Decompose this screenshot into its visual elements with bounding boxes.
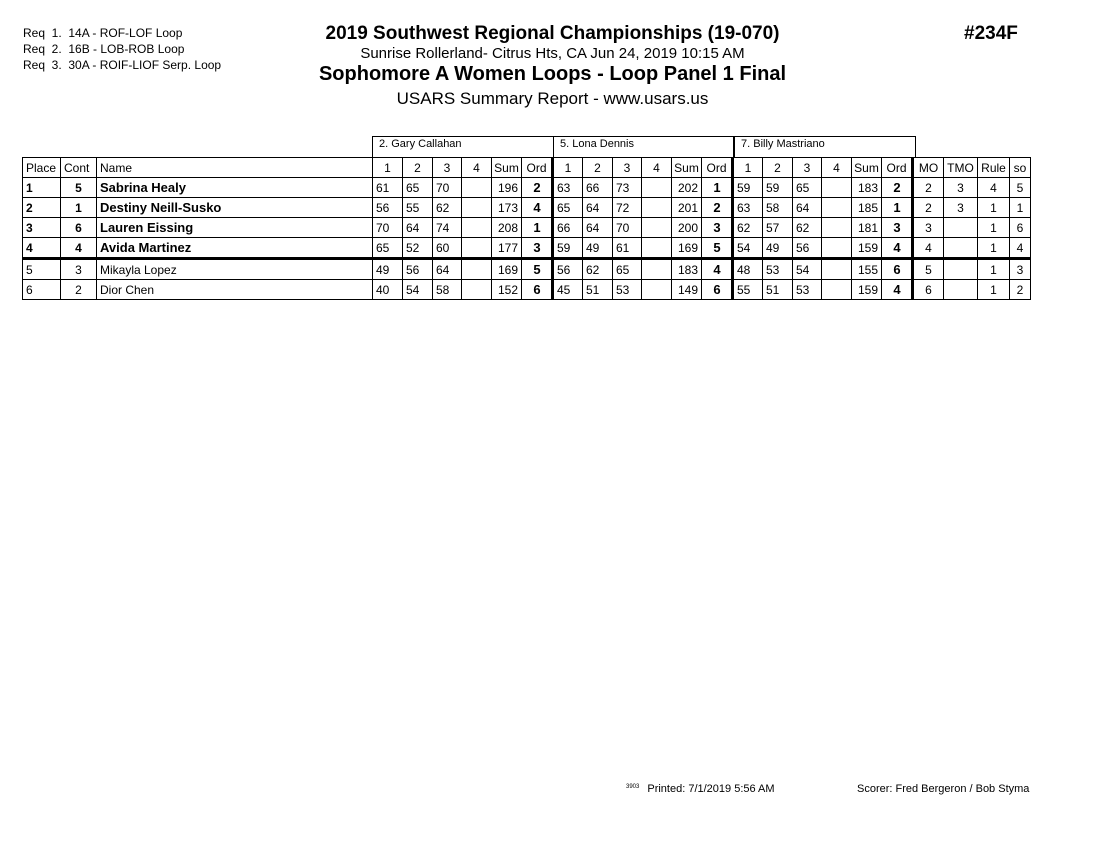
col-j3-score2: 2: [763, 158, 793, 178]
score-cell: 54: [733, 238, 763, 259]
score-cell: 64: [583, 198, 613, 218]
score-cell: 65: [793, 178, 822, 198]
sum-cell: 200: [672, 218, 702, 238]
ord-cell: 6: [702, 280, 733, 300]
mo-cell: 2: [913, 198, 944, 218]
score-cell: 54: [793, 259, 822, 280]
score-cell: 49: [763, 238, 793, 259]
score-cell: 60: [433, 238, 462, 259]
event-location: Sunrise Rollerland- Citrus Hts, CA Jun 24, 2019 10:15 AM: [360, 45, 745, 62]
score-cell: 70: [373, 218, 403, 238]
report-title: USARS Summary Report - www.usars.us: [396, 89, 709, 108]
so-cell: 3: [1010, 259, 1031, 280]
panel-title: Sophomore A Women Loops - Loop Panel 1 Final: [318, 63, 787, 85]
tmo-cell: [944, 218, 978, 238]
place-cell: 3: [23, 218, 61, 238]
cont-cell: 6: [61, 218, 97, 238]
score-cell: 62: [583, 259, 613, 280]
score-cell: [462, 178, 492, 198]
ord-cell: 6: [882, 259, 913, 280]
score-cell: 73: [613, 178, 642, 198]
score-cell: 62: [433, 198, 462, 218]
tmo-cell: [944, 280, 978, 300]
so-cell: 4: [1010, 238, 1031, 259]
score-cell: 66: [553, 218, 583, 238]
score-cell: [822, 218, 852, 238]
so-cell: 2: [1010, 280, 1031, 300]
col-j1-ord: Ord: [522, 158, 553, 178]
col-j2-score1: 1: [553, 158, 583, 178]
col-j3-sum: Sum: [852, 158, 882, 178]
score-cell: [642, 259, 672, 280]
score-cell: 45: [553, 280, 583, 300]
score-cell: 53: [763, 259, 793, 280]
col-j2-ord: Ord: [702, 158, 733, 178]
cont-cell: 4: [61, 238, 97, 259]
score-cell: 62: [733, 218, 763, 238]
cont-cell: 3: [61, 259, 97, 280]
footer-printed: [626, 783, 775, 795]
table-row: [23, 238, 1031, 259]
score-cell: 74: [433, 218, 462, 238]
sum-cell: 169: [672, 238, 702, 259]
sum-cell: 208: [492, 218, 522, 238]
ord-cell: 6: [522, 280, 553, 300]
score-cell: 65: [403, 178, 433, 198]
ord-cell: 5: [702, 238, 733, 259]
score-cell: 72: [613, 198, 642, 218]
col-j3-ord: Ord: [882, 158, 913, 178]
score-cell: 64: [583, 218, 613, 238]
tmo-cell: 3: [944, 178, 978, 198]
score-cell: 58: [433, 280, 462, 300]
mo-cell: 4: [913, 238, 944, 259]
rule-cell: 1: [978, 259, 1010, 280]
score-cell: 51: [763, 280, 793, 300]
sum-cell: 169: [492, 259, 522, 280]
place-cell: 6: [23, 280, 61, 300]
judge-header-1: 2. Gary Callahan: [372, 136, 554, 158]
requirement-3: Req 3. 30A - ROIF-LIOF Serp. Loop: [23, 58, 222, 72]
col-j1-score3: 3: [433, 158, 462, 178]
ord-cell: 2: [702, 198, 733, 218]
name-cell: Dior Chen: [97, 280, 373, 300]
col-mo: MO: [913, 158, 944, 178]
header-row: [23, 158, 1031, 178]
score-cell: [642, 280, 672, 300]
event-title: 2019 Southwest Regional Championships (19-070): [325, 23, 780, 44]
score-cell: 70: [613, 218, 642, 238]
name-cell: Lauren Eissing: [97, 218, 373, 238]
score-cell: 70: [433, 178, 462, 198]
col-name: Name: [97, 158, 373, 178]
score-cell: 56: [403, 259, 433, 280]
score-cell: [822, 198, 852, 218]
score-cell: 40: [373, 280, 403, 300]
name-cell: Sabrina Healy: [97, 178, 373, 198]
col-tmo: TMO: [944, 158, 978, 178]
judge-header-3: 7. Billy Mastriano: [734, 136, 916, 158]
table-row: [23, 218, 1031, 238]
so-cell: 1: [1010, 198, 1031, 218]
sum-cell: 196: [492, 178, 522, 198]
requirement-2: Req 2. 16B - LOB-ROB Loop: [23, 42, 185, 56]
col-rule: Rule: [978, 158, 1010, 178]
score-cell: 58: [763, 198, 793, 218]
score-cell: 59: [553, 238, 583, 259]
sum-cell: 149: [672, 280, 702, 300]
tmo-cell: 3: [944, 198, 978, 218]
cont-cell: 5: [61, 178, 97, 198]
score-cell: [462, 259, 492, 280]
score-cell: 59: [763, 178, 793, 198]
col-j1-score2: 2: [403, 158, 433, 178]
tmo-cell: [944, 259, 978, 280]
mo-cell: 3: [913, 218, 944, 238]
score-cell: 49: [373, 259, 403, 280]
ord-cell: 4: [522, 198, 553, 218]
score-cell: 55: [403, 198, 433, 218]
score-cell: 61: [613, 238, 642, 259]
score-cell: 61: [373, 178, 403, 198]
score-cell: 49: [583, 238, 613, 259]
ord-cell: 4: [882, 238, 913, 259]
score-cell: 64: [793, 198, 822, 218]
requirement-1: Req 1. 14A - ROF-LOF Loop: [23, 26, 183, 40]
sum-cell: 185: [852, 198, 882, 218]
col-j1-sum: Sum: [492, 158, 522, 178]
score-cell: [822, 259, 852, 280]
cont-cell: 2: [61, 280, 97, 300]
tmo-cell: [944, 238, 978, 259]
table-row: [23, 178, 1031, 198]
sum-cell: 159: [852, 238, 882, 259]
score-cell: [822, 178, 852, 198]
table-row: [23, 198, 1031, 218]
sum-cell: 177: [492, 238, 522, 259]
rule-cell: 1: [978, 218, 1010, 238]
score-cell: 56: [553, 259, 583, 280]
col-j2-score3: 3: [613, 158, 642, 178]
sum-cell: 183: [852, 178, 882, 198]
sum-cell: 183: [672, 259, 702, 280]
col-j3-score4: 4: [822, 158, 852, 178]
score-cell: [822, 238, 852, 259]
ord-cell: 1: [702, 178, 733, 198]
score-cell: 56: [793, 238, 822, 259]
score-cell: 65: [553, 198, 583, 218]
score-cell: 53: [793, 280, 822, 300]
place-cell: 4: [23, 238, 61, 259]
col-j3-score3: 3: [793, 158, 822, 178]
name-cell: Avida Martinez: [97, 238, 373, 259]
ord-cell: 5: [522, 259, 553, 280]
requirements-list: [23, 25, 221, 73]
score-cell: 63: [733, 198, 763, 218]
sum-cell: 152: [492, 280, 522, 300]
place-cell: 1: [23, 178, 61, 198]
sum-cell: 173: [492, 198, 522, 218]
col-so: so: [1010, 158, 1031, 178]
ord-cell: 4: [882, 280, 913, 300]
score-cell: 65: [613, 259, 642, 280]
sum-cell: 202: [672, 178, 702, 198]
mo-cell: 5: [913, 259, 944, 280]
score-cell: [642, 238, 672, 259]
score-cell: [462, 238, 492, 259]
cont-cell: 1: [61, 198, 97, 218]
score-cell: 64: [403, 218, 433, 238]
event-id: #234F: [964, 23, 1018, 44]
table-row: [23, 280, 1031, 300]
results-body: [23, 178, 1031, 300]
mo-cell: 2: [913, 178, 944, 198]
so-cell: 5: [1010, 178, 1031, 198]
printed-date: Printed: 7/1/2019 5:56 AM: [647, 783, 775, 795]
score-cell: [462, 280, 492, 300]
col-place: Place: [23, 158, 61, 178]
mo-cell: 6: [913, 280, 944, 300]
score-cell: [822, 280, 852, 300]
score-cell: 59: [733, 178, 763, 198]
score-cell: 66: [583, 178, 613, 198]
score-cell: 64: [433, 259, 462, 280]
score-cell: 48: [733, 259, 763, 280]
rule-cell: 4: [978, 178, 1010, 198]
ord-cell: 3: [522, 238, 553, 259]
score-cell: 57: [763, 218, 793, 238]
score-cell: 65: [373, 238, 403, 259]
results-table: [22, 157, 1031, 300]
score-cell: [642, 218, 672, 238]
place-cell: 2: [23, 198, 61, 218]
sum-cell: 155: [852, 259, 882, 280]
footer-scorer: Scorer: Fred Bergeron / Bob Styma: [857, 783, 1030, 795]
score-cell: 54: [403, 280, 433, 300]
table-row: [23, 259, 1031, 280]
score-cell: 55: [733, 280, 763, 300]
footer-code: 3903: [626, 784, 640, 790]
judge-header-2: 5. Lona Dennis: [553, 136, 734, 158]
ord-cell: 4: [702, 259, 733, 280]
score-cell: [642, 198, 672, 218]
col-j2-score2: 2: [583, 158, 613, 178]
ord-cell: 1: [882, 198, 913, 218]
score-cell: 63: [553, 178, 583, 198]
score-cell: 62: [793, 218, 822, 238]
score-cell: 52: [403, 238, 433, 259]
score-cell: 51: [583, 280, 613, 300]
col-j2-score4: 4: [642, 158, 672, 178]
col-j1-score1: 1: [373, 158, 403, 178]
score-cell: [642, 178, 672, 198]
score-cell: [462, 198, 492, 218]
col-j3-score1: 1: [733, 158, 763, 178]
score-cell: [462, 218, 492, 238]
place-cell: 5: [23, 259, 61, 280]
sum-cell: 201: [672, 198, 702, 218]
score-cell: 56: [373, 198, 403, 218]
so-cell: 6: [1010, 218, 1031, 238]
ord-cell: 2: [882, 178, 913, 198]
score-cell: 53: [613, 280, 642, 300]
rule-cell: 1: [978, 198, 1010, 218]
rule-cell: 1: [978, 280, 1010, 300]
name-cell: Mikayla Lopez: [97, 259, 373, 280]
name-cell: Destiny Neill-Susko: [97, 198, 373, 218]
ord-cell: 3: [702, 218, 733, 238]
col-j1-score4: 4: [462, 158, 492, 178]
col-cont: Cont: [61, 158, 97, 178]
sum-cell: 159: [852, 280, 882, 300]
ord-cell: 2: [522, 178, 553, 198]
ord-cell: 1: [522, 218, 553, 238]
col-j2-sum: Sum: [672, 158, 702, 178]
rule-cell: 1: [978, 238, 1010, 259]
sum-cell: 181: [852, 218, 882, 238]
ord-cell: 3: [882, 218, 913, 238]
